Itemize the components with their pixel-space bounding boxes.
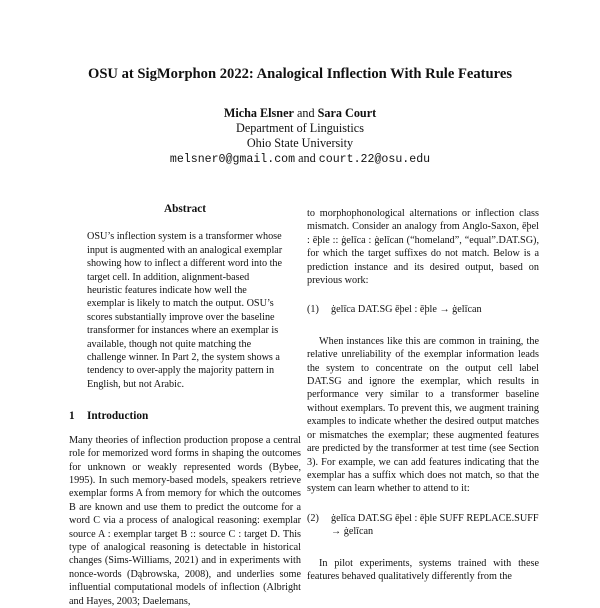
example-1 (307, 303, 539, 316)
section-heading-introduction (69, 410, 301, 423)
author-2: Sara Court (317, 106, 377, 120)
introduction-text: Many theories of inflection production propose a central role for memorized word forms in shaping the outcomes for unknown or weakly represented words (Bybee, 1995). In such memory-based models, speakers retrieve exemplar forms A from memory for which the outcomes B are known and use them to predict the outcome for a word C via a process of analogical reasoning: exemplar source A : exemplar target B :: source C : target D. This type of analogical reasoning is detectable in historical changes (Sims-Williams, 2021) and in experiments with nonce-words (Dąbrowska, 2008), and underlies some influential computational models of inflection (Albright and Hayes, 2003; Daelemans, (69, 434, 301, 607)
emails (0, 151, 600, 167)
paragraph-augment: When instances like this are common in training, the relative unreliability of the exemplar information leads the system to concentrate on the output cell label DAT.SG and ignore the exemplar, which results in performance very similar to a transformer baseline without exemplars. To prevent this, we augment training examples to indicate whether the desired output matches or mismatches the exemplar; these augmented features are predicted by the transformer at test time (see Section 3). For example, we can add features indicating that the exemplar has a suffix which does not match, so that the system can learn whether to attend to it: (307, 335, 539, 495)
author-1: Micha Elsner (223, 106, 294, 120)
left-column (69, 203, 301, 608)
email-and: and (298, 151, 316, 165)
section-title: Introduction (87, 410, 149, 423)
department: Department of Linguistics (236, 121, 364, 135)
email-1[interactable]: melsner0@gmail.com (169, 153, 296, 166)
author-and: and (296, 106, 315, 120)
author-block (0, 106, 600, 167)
author-names (0, 106, 600, 121)
paper-title: OSU at SigMorphon 2022: Analogical Inflection With Rule Features (87, 66, 513, 82)
example-2 (307, 512, 539, 539)
section-number: 1 (69, 410, 75, 423)
example-1-number: (1) (307, 304, 319, 316)
university: Ohio State University (246, 136, 354, 150)
example-2-line-2: → ġelīcan (331, 526, 374, 538)
right-column (307, 207, 539, 583)
example-1-text: ġelīca DAT.SG ēþel : ēþle → ġelīcan (331, 304, 482, 316)
paragraph-pilot: In pilot experiments, systems trained with these features behaved qualitatively differently from the (307, 557, 539, 582)
example-2-number: (2) (307, 512, 319, 524)
abstract-heading: Abstract (163, 203, 207, 215)
email-2[interactable]: court.22@osu.edu (318, 153, 431, 166)
paragraph-analogy: to morphophonological alternations or inflection class mismatch. Consider an analogy from Anglo-Saxon, ēþel : ēþle :: ġelīca : ġelīcan (“homeland”, “equal”.DAT.SG), for which the target suffixes do not match. Below is a prediction instance and its desired output, based on previous work: (307, 208, 539, 287)
example-2-body (331, 512, 539, 539)
example-2-line-1: ġelīca DAT.SG ēþel : ēþle SUFF REPLACE.SUFF (331, 512, 539, 524)
abstract-text: OSU’s inflection system is a transformer whose input is augmented with an analogical exemplar showing how to inflect a different word into the target cell. In addition, alignment-based heuristic features indicate how well the exemplar is likely to match the output. OSU’s scores substantially improve over the baseline transformer for instances where an exemplar is available, though not quite matching the challenge winner. In Part 2, the system shows a tendency to over-apply the majority pattern in English, but not Arabic. (87, 231, 283, 390)
